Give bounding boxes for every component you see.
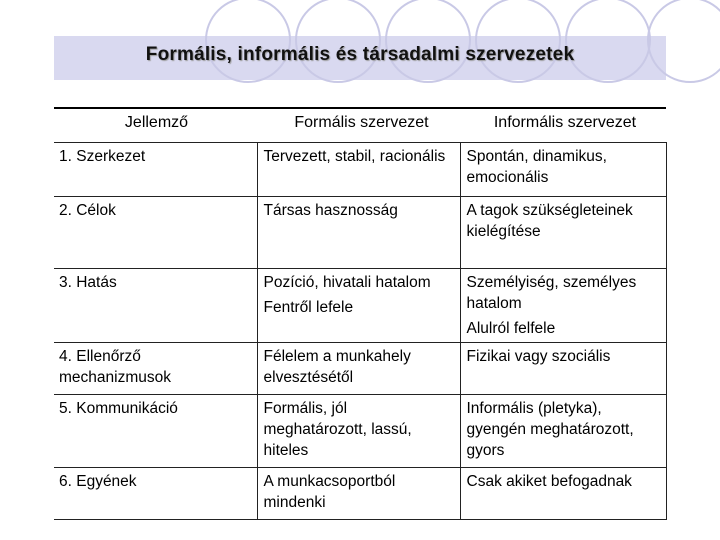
feature-cell: 5. Kommunikáció (54, 395, 257, 468)
feature-cell: 1. Szerkezet (54, 143, 257, 197)
table-row (54, 395, 666, 468)
informal-cell: Informális (pletyka), gyengén meghatározott, gyors (460, 395, 666, 468)
feature-cell: 4. Ellenőrző mechanizmusok (54, 343, 257, 395)
table-row (54, 269, 666, 343)
table-row (54, 197, 666, 269)
formal-cell: Formális, jól meghatározott, lassú, hiteles (257, 395, 460, 468)
formal-cell: Társas hasznosság (257, 197, 460, 269)
column-header-informal: Informális szervezet (493, 114, 637, 131)
formal-cell: Félelem a munkahely elvesztésétől (257, 343, 460, 395)
table-top-border (54, 107, 666, 109)
formal-cell: Tervezett, stabil, racionális (257, 143, 460, 197)
column-header-feature: Jellemző (124, 114, 189, 131)
feature-cell: 2. Célok (54, 197, 257, 269)
column-header-formal: Formális szervezet (294, 114, 429, 131)
informal-cell: Fizikai vagy szociális (460, 343, 666, 395)
informal-cell: Csak akiket befogadnak (460, 468, 666, 520)
table-header (54, 112, 666, 140)
informal-cell (460, 269, 666, 343)
table-row (54, 343, 666, 395)
page-title: Formális, informális és társadalmi szervezetek (145, 44, 575, 65)
table-row (54, 143, 666, 197)
table-row (54, 468, 666, 520)
formal-extra-text: Fentről lefele (263, 299, 354, 316)
informal-cell: Spontán, dinamikus, emocionális (460, 143, 666, 197)
informal-extra-text: Alulról felfele (466, 320, 556, 337)
formal-cell (257, 269, 460, 343)
formal-cell: A munkacsoportból mindenki (257, 468, 460, 520)
informal-cell: A tagok szükségleteinek kielégítése (460, 197, 666, 269)
feature-cell: 3. Hatás (54, 269, 257, 343)
formal-text: Pozíció, hivatali hatalom (263, 274, 431, 291)
comparison-table (54, 142, 667, 520)
feature-cell: 6. Egyének (54, 468, 257, 520)
informal-text: Személyiség, személyes hatalom (466, 274, 637, 312)
